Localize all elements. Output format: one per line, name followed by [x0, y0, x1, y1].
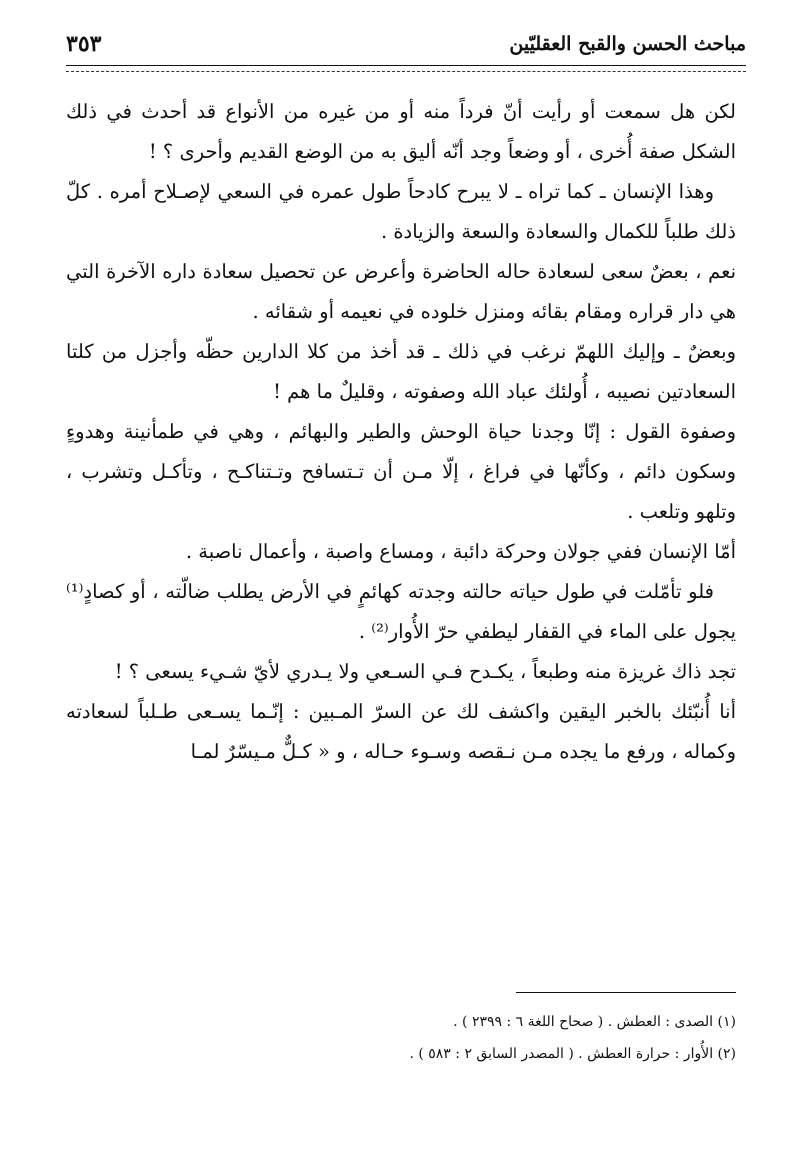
paragraph-3: نعم ، بعضٌ سعى لسعادة حاله الحاضرة وأعرض عن تحصيل سعادة داره الآخرة التي هي دار قراره ومقام بقائه ومنزل خلوده في نعيمه أو شقائه . [66, 260, 736, 323]
paragraph-1: لكن هل سمعت أو رأيت أنّ فرداً منه أو من غيره من الأنواع قد أحدث في ذلك الشكل صفة أُخرى ، أو وضعاً وجد أنّه أليق به من الوضع القديم وأحرى ؟ ! [66, 100, 736, 163]
page-number: ٣٥٣ [66, 31, 102, 57]
header-rule-dashed [66, 71, 746, 72]
paragraph-2: وهذا الإنسان ـ كما تراه ـ لا يبرح كادحاً طول عمره في السعي لإصـلاح أمره . كلّ ذلك طلباً للكمال والسعادة والسعة والزيادة . [66, 180, 736, 243]
chapter-title: مباحث الحسن والقبح العقليّين [509, 33, 746, 55]
paragraph-5: وصفوة القول : إنّا وجدنا حياة الوحش والطير والبهائم ، وهي في طمأنينة وهدوءٍ وسكون دائم ، وكأنّها في فراغ ، إلّا مـن أن تـتسافح وتـتناكـح ، وتأكـل وتشرب ، وتلهو وتلعب . [66, 420, 736, 523]
footnote-separator [516, 992, 736, 993]
footnote-1: (١) الصدى : العطش . ( صحاح اللغة ٦ : ٢٣٩٩ ) . [453, 1014, 736, 1030]
paragraph-6: أمّا الإنسان ففي جولان وحركة دائبة ، ومساع واصبة ، وأعمال ناصبة . [185, 540, 736, 563]
footnotes [66, 1006, 736, 1070]
paragraph-8: تجد ذاك غريزة منه وطبعاً ، يكـدح فـي السـعي ولا يـدري لأيّ شـيء يسعى ؟ ! [114, 660, 736, 683]
paragraph-4: وبعضٌ ـ وإليك اللهمّ نرغب في ذلك ـ قد أخذ من كلا الدارين حظّه وأجزل من كلتا السعادتين نصيبه ، أُولئك عباد الله وصفوته ، وقليلٌ ما هم ! [66, 340, 736, 403]
header-rule [66, 65, 746, 66]
paragraph-9: أنا أُنبّئك بالخبر اليقين واكشف لك عن السرّ المـبين : إنّـما يسـعى طـلباً لسعادته وكماله ، ورفع ما يجده مـن نـقصه وسـوء حـاله ، و « كـلٌّ مـيسّرٌ لمـا [66, 700, 736, 763]
paragraph-7: فلو تأمّلت في طول حياته حالته وجدته كهائمٍ في الأرض يطلب ضالّته ، أو كصادٍ⁽¹⁾ يجول على الماء في القفار ليطفي حرّ الأُوار⁽²⁾ . [66, 580, 736, 643]
footnote-2: (٢) الأُوار : حرارة العطش . ( المصدر السابق ٢ : ٥٨٣ ) . [409, 1046, 736, 1062]
main-text [66, 92, 736, 772]
running-header [66, 26, 746, 62]
